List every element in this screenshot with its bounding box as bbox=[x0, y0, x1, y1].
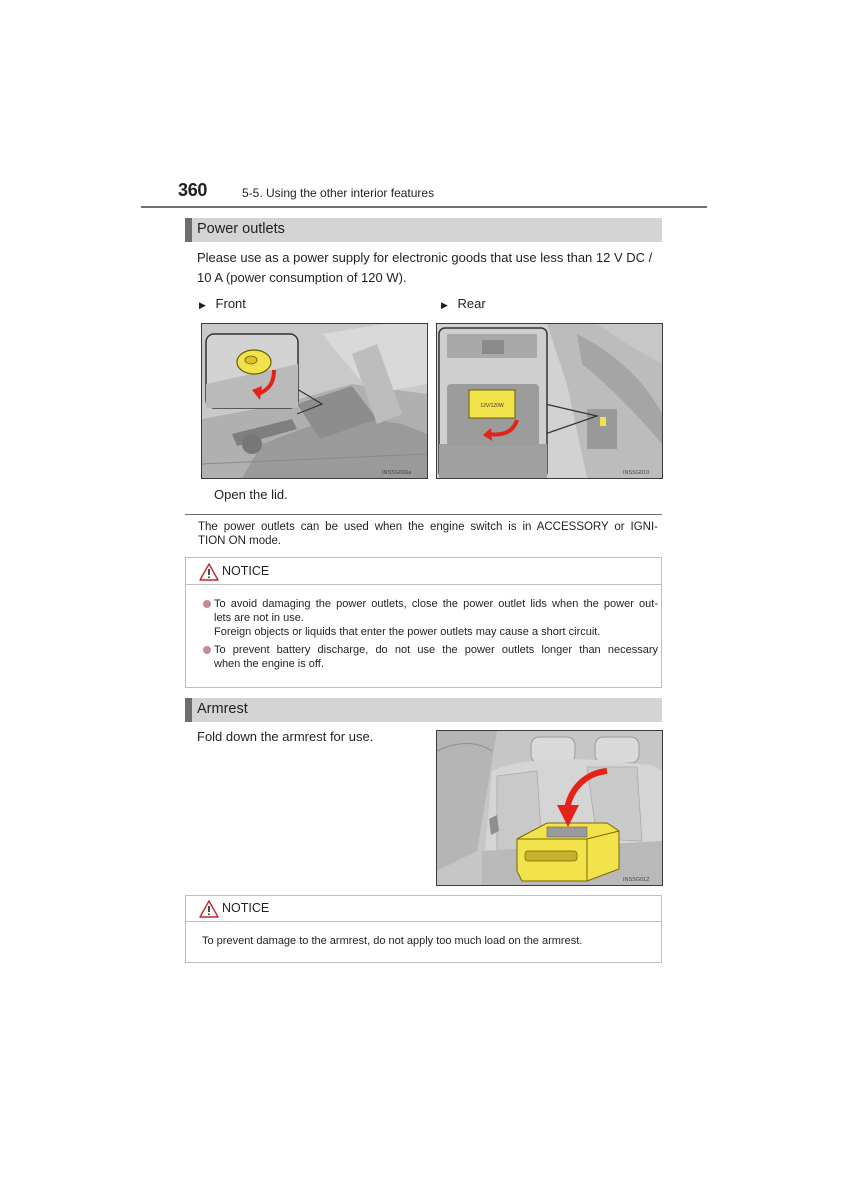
notice-item-1-line-2: lets are not in use. bbox=[214, 612, 304, 624]
notice-item-2-line-1: To prevent battery discharge, do not use the power outlets longer than necessary bbox=[214, 644, 658, 656]
triangle-right-icon: ▶ bbox=[199, 300, 206, 310]
outlet-rating-label: 12V/120W bbox=[480, 403, 504, 409]
armrest-heading bbox=[185, 698, 662, 722]
notice-label: NOTICE bbox=[222, 564, 270, 578]
warning-triangle-icon bbox=[199, 900, 219, 918]
front-outlet-photo bbox=[201, 323, 428, 479]
armrest-photo-code: INSSG012 bbox=[623, 877, 650, 883]
page-number: 360 bbox=[178, 180, 208, 200]
rear-photo-code: INSSG010 bbox=[623, 470, 650, 476]
notice-header bbox=[186, 896, 661, 922]
armrest-heading-text: Armrest bbox=[197, 701, 248, 717]
notice-label: NOTICE bbox=[222, 901, 270, 915]
section-reference: 5-5. Using the other interior features bbox=[242, 186, 435, 200]
rear-outlet-illustration bbox=[437, 324, 662, 478]
bullet-dot-icon bbox=[203, 600, 211, 608]
note-line-2: TION ON mode. bbox=[198, 535, 282, 547]
open-lid-caption: Open the lid. bbox=[214, 487, 288, 502]
intro-line-1: Please use as a power supply for electronic goods that use less than 12 V DC / bbox=[197, 250, 653, 265]
power-outlets-intro bbox=[197, 248, 659, 288]
header-rule bbox=[141, 206, 707, 208]
armrest-photo bbox=[436, 730, 663, 886]
rear-outlet-photo bbox=[436, 323, 663, 479]
warning-triangle-icon bbox=[199, 563, 219, 581]
notice-box-power-outlets bbox=[185, 557, 662, 688]
rear-label: Rear bbox=[457, 296, 486, 311]
intro-line-2: 10 A (power consumption of 120 W). bbox=[197, 270, 407, 285]
power-outlets-heading-text: Power outlets bbox=[197, 221, 285, 237]
front-label-row bbox=[199, 294, 246, 315]
notice-armrest-text: To prevent damage to the armrest, do not apply too much load on the armrest. bbox=[202, 935, 583, 947]
notice-item-1-line-3: Foreign objects or liquids that enter the power outlets may cause a short circuit. bbox=[214, 626, 601, 638]
notice-item-1 bbox=[214, 597, 658, 639]
triangle-right-icon: ▶ bbox=[441, 300, 448, 310]
front-outlet-illustration bbox=[202, 324, 427, 478]
armrest-illustration bbox=[437, 731, 662, 885]
armrest-text: Fold down the armrest for use. bbox=[197, 729, 374, 744]
notice-item-2 bbox=[214, 643, 658, 671]
notice-item-2-line-2: when the engine is off. bbox=[214, 658, 324, 670]
notice-header bbox=[186, 558, 661, 585]
front-label: Front bbox=[215, 296, 246, 311]
bullet-dot-icon bbox=[203, 646, 211, 654]
note-rule bbox=[185, 514, 662, 515]
notice-item-1-line-1: To avoid damaging the power outlets, close the power outlet lids when the power out- bbox=[214, 598, 658, 610]
notice-box-armrest bbox=[185, 895, 662, 963]
rear-label-row bbox=[441, 294, 486, 315]
power-outlets-heading bbox=[185, 218, 662, 242]
power-outlets-note bbox=[198, 520, 658, 548]
note-line-1: The power outlets can be used when the engine switch is in ACCESSORY or IGNI- bbox=[198, 521, 658, 533]
front-photo-code: INSSG006a bbox=[382, 470, 412, 476]
